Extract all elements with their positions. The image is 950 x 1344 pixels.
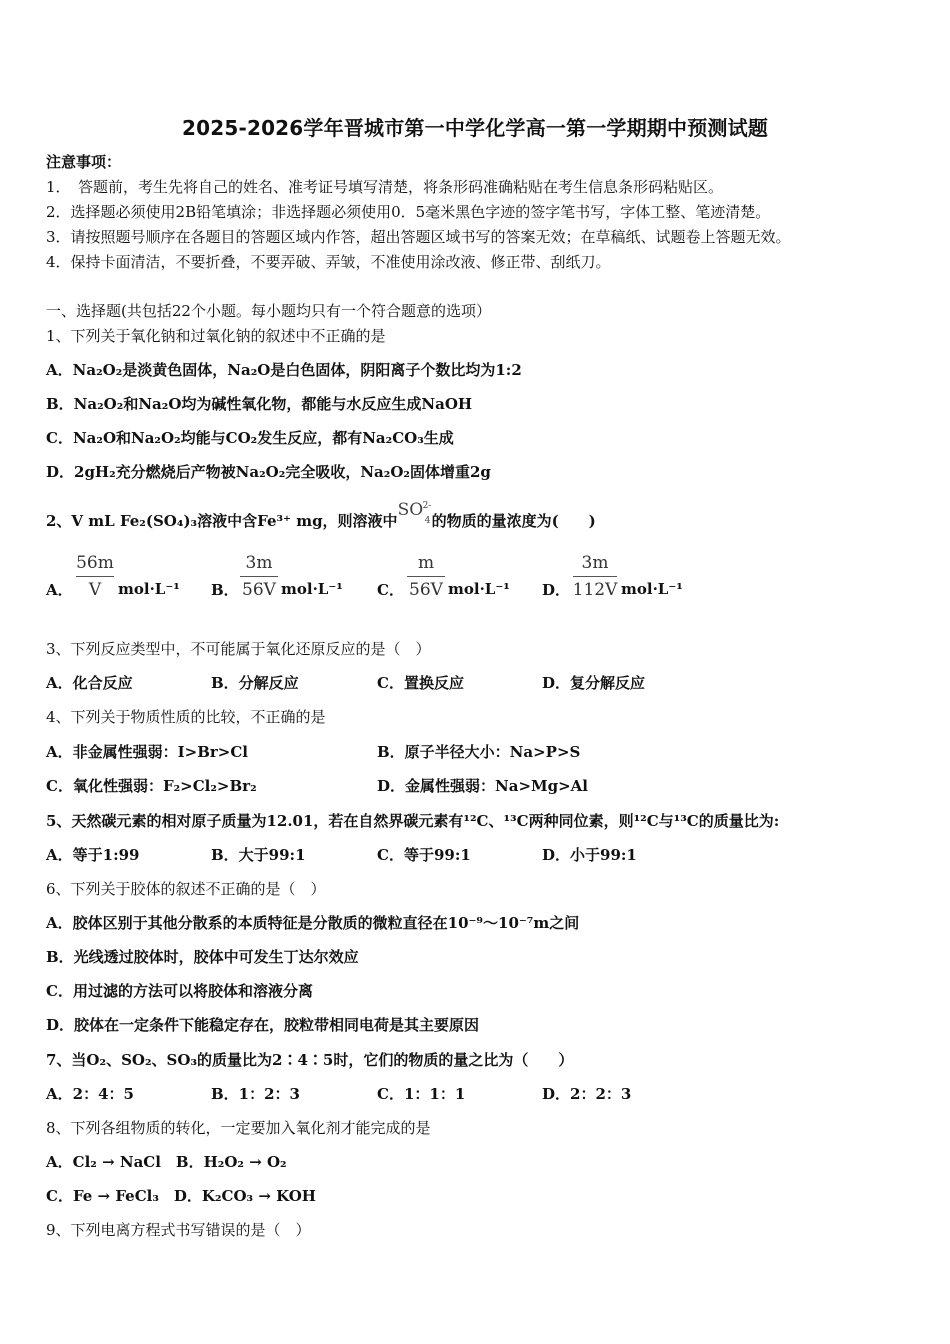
notice-item: 4．保持卡面清洁，不要折叠，不要弄破、弄皱，不准使用涂改液、修正带、刮纸刀。 [46, 253, 611, 271]
denominator: V [88, 580, 102, 600]
question-stem: 3、下列反应类型中，不可能属于氧化还原反应的是（ ） [46, 640, 431, 658]
option-a: A．非金属性强弱：I>Br>Cl [46, 743, 249, 761]
option-c: C．Na₂O和Na₂O₂均能与CO₂发生反应，都有Na₂CO₃生成 [46, 429, 454, 447]
question-stem: 5、天然碳元素的相对原子质量为12.01，若在自然界碳元素有¹²C、¹³C两种同位素，则¹²C与¹³C的质量比为: [46, 812, 780, 830]
denominator: 56V [242, 580, 276, 600]
notice-heading: 注意事项： [46, 153, 122, 171]
unit: mol·L⁻¹ [118, 580, 180, 598]
exam-title: 2025-2026学年晋城市第一中学化学高一第一学期期中预测试题 [181, 116, 769, 140]
unit: mol·L⁻¹ [621, 580, 683, 598]
option-b: B．原子半径大小：Na>P>S [377, 743, 581, 761]
option-c: C．1：1：1 [377, 1085, 466, 1103]
option-label: B． [211, 581, 239, 599]
denominator: 112V [572, 580, 618, 600]
options-c-d: C．Fe → FeCl₃ D．K₂CO₃ → KOH [46, 1187, 316, 1205]
question-stem: 9、下列电离方程式书写错误的是（ ） [46, 1221, 311, 1239]
fraction-bar [573, 576, 617, 577]
option-a: A．Na₂O₂是淡黄色固体，Na₂O是白色固体，阴阳离子个数比均为1:2 [46, 361, 522, 379]
notice-item: 1． 答题前，考生先将自己的姓名、准考证号填写清楚，将条形码准确粘贴在考生信息条形码粘贴区。 [46, 178, 724, 196]
option-b: B．光线透过胶体时，胶体中可发生丁达尔效应 [46, 948, 359, 966]
option-a: A．等于1:99 [46, 846, 140, 864]
unit: mol·L⁻¹ [448, 580, 510, 598]
option-c: C．用过滤的方法可以将胶体和溶液分离 [46, 982, 313, 1000]
option-c: C．等于99:1 [377, 846, 471, 864]
option-c: C．置换反应 [377, 674, 464, 692]
stem-text: 2、V mL Fe₂(SO₄)₃溶液中含Fe³⁺ mg，则溶液中 [46, 512, 398, 530]
option-d: D．复分解反应 [542, 674, 646, 692]
section-heading: 一、选择题(共包括22个小题。每小题均只有一个符合题意的选项） [46, 302, 491, 320]
option-a: A．2：4：5 [46, 1085, 134, 1103]
question-stem: 7、当O₂、SO₂、SO₃的质量比为2∶4∶5时，它们的物质的量之比为（ ） [46, 1051, 574, 1069]
option-b: B．大于99:1 [211, 846, 306, 864]
option-d: D．小于99:1 [542, 846, 637, 864]
fraction-bar [240, 576, 278, 577]
option-b: B．Na₂O₂和Na₂O均为碱性氧化物，都能与水反应生成NaOH [46, 395, 473, 413]
option-label: D． [542, 581, 571, 599]
fraction-bar [76, 576, 114, 577]
notice-item: 3．请按照题号顺序在各题目的答题区域内作答，超出答题区域书写的答案无效；在草稿纸、试题卷上答题无效。 [46, 228, 791, 246]
option-a: A．化合反应 [46, 674, 133, 692]
denominator: 56V [409, 580, 443, 600]
numerator: 56m [76, 553, 114, 573]
unit: mol·L⁻¹ [281, 580, 343, 598]
option-b: B．分解反应 [211, 674, 299, 692]
option-d: D．金属性强弱：Na>Mg>Al [377, 777, 589, 795]
fraction-bar [407, 576, 445, 577]
option-c: C．氧化性强弱：F₂>Cl₂>Br₂ [46, 777, 257, 795]
question-stem: 8、下列各组物质的转化，一定要加入氧化剂才能完成的是 [46, 1119, 431, 1137]
option-d: D．2gH₂充分燃烧后产物被Na₂O₂完全吸收，Na₂O₂固体增重2g [46, 463, 491, 481]
question-stem: 6、下列关于胶体的叙述不正确的是（ ） [46, 880, 326, 898]
numerator: 3m [245, 553, 273, 573]
numerator: 3m [581, 553, 609, 573]
numerator: m [417, 553, 435, 573]
option-d: D．胶体在一定条件下能稳定存在，胶粒带相同电荷是其主要原因 [46, 1016, 480, 1034]
sulfate-ion: SO 2- 4 [397, 500, 432, 526]
option-a: A．胶体区别于其他分散系的本质特征是分散质的微粒直径在10⁻⁹～10⁻⁷m之间 [46, 914, 580, 932]
option-b: B．1：2：3 [211, 1085, 300, 1103]
options-a-b: A．Cl₂ → NaCl B．H₂O₂ → O₂ [46, 1153, 287, 1171]
question-stem: 4、下列关于物质性质的比较，不正确的是 [46, 708, 326, 726]
question-stem: 1、下列关于氧化钠和过氧化钠的叙述中不正确的是 [46, 327, 386, 345]
option-label: A． [46, 581, 73, 599]
option-label: C． [377, 581, 404, 599]
question-stem [46, 500, 596, 531]
option-d: D．2：2：3 [542, 1085, 632, 1103]
notice-item: 2．选择题必须使用2B铅笔填涂；非选择题必须使用0．5毫米黑色字迹的签字笔书写，字体工整、笔迹清楚。 [46, 203, 771, 221]
stem-text: 的物质的量浓度为( ) [431, 512, 596, 530]
